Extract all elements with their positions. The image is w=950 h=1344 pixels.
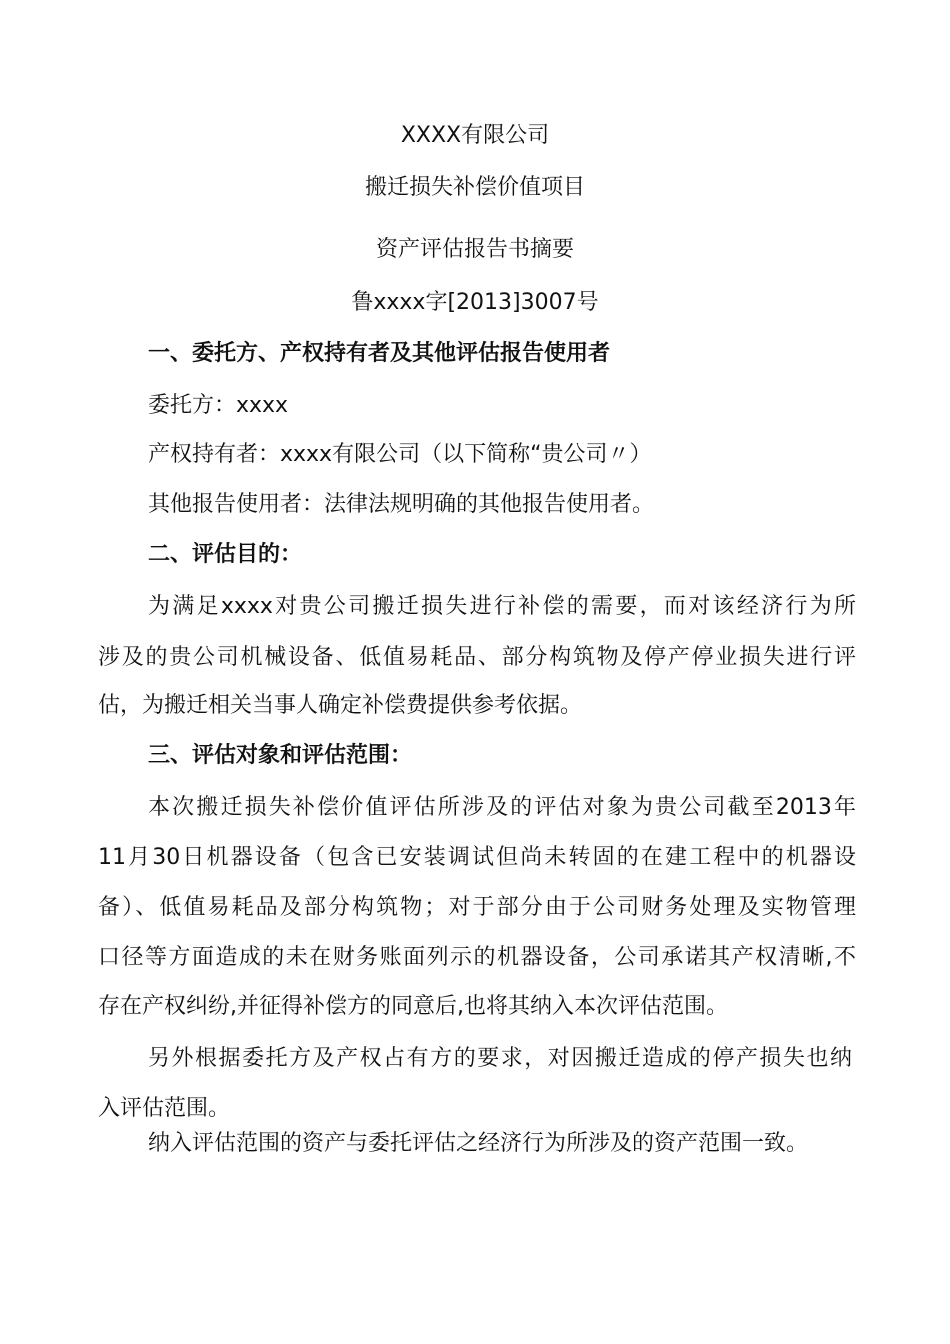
scope-line: 备）、低值易耗品及部分构筑物；对于部分由于公司财务处理及实物管理 <box>98 895 856 920</box>
purpose-line: 涉及的贵公司机械设备、低值易耗品、部分构筑物及停产停业损失进行评 <box>98 645 856 670</box>
document-number: 鲁xxxx字[2013]3007号 <box>351 290 599 315</box>
scope-line: 本次搬迁损失补偿价值评估所涉及的评估对象为贵公司截至2013年 <box>148 795 856 820</box>
client-line: 委托方：xxxx <box>148 393 289 418</box>
company-name: XXXX有限公司 <box>400 123 550 148</box>
section2-heading: 二、评估目的： <box>148 542 303 567</box>
other-users-line: 其他报告使用者：法律法规明确的其他报告使用者。 <box>148 492 655 517</box>
scope-line: 口径等方面造成的未在财务账面列示的机器设备，公司承诺其产权清晰,不 <box>98 945 856 970</box>
purpose-line: 估，为搬迁相关当事人确定补偿费提供参考依据。 <box>98 693 583 718</box>
section3-heading: 三、评估对象和评估范围： <box>148 743 413 768</box>
report-title: 资产评估报告书摘要 <box>375 237 574 262</box>
purpose-line: 为满足xxxx对贵公司搬迁损失进行补偿的需要，而对该经济行为所 <box>148 594 856 619</box>
additional-scope-line: 另外根据委托方及产权占有方的要求，对因搬迁造成的停产损失也纳 <box>148 1046 852 1071</box>
scope-line: 存在产权纠纷,并征得补偿方的同意后,也将其纳入本次评估范围。 <box>98 994 728 1019</box>
owner-line: 产权持有者：xxxx有限公司（以下简称“贵公司〃） <box>148 442 652 467</box>
project-name: 搬迁损失补偿价值项目 <box>364 175 585 200</box>
section1-heading: 一、委托方、产权持有者及其他评估报告使用者 <box>148 341 611 366</box>
additional-scope-line: 入评估范围。 <box>98 1096 231 1121</box>
scope-line: 11月30日机器设备（包含已安装调试但尚未转固的在建工程中的机器设 <box>98 845 856 870</box>
scope-consistency-line: 纳入评估范围的资产与委托评估之经济行为所涉及的资产范围一致。 <box>148 1131 809 1156</box>
